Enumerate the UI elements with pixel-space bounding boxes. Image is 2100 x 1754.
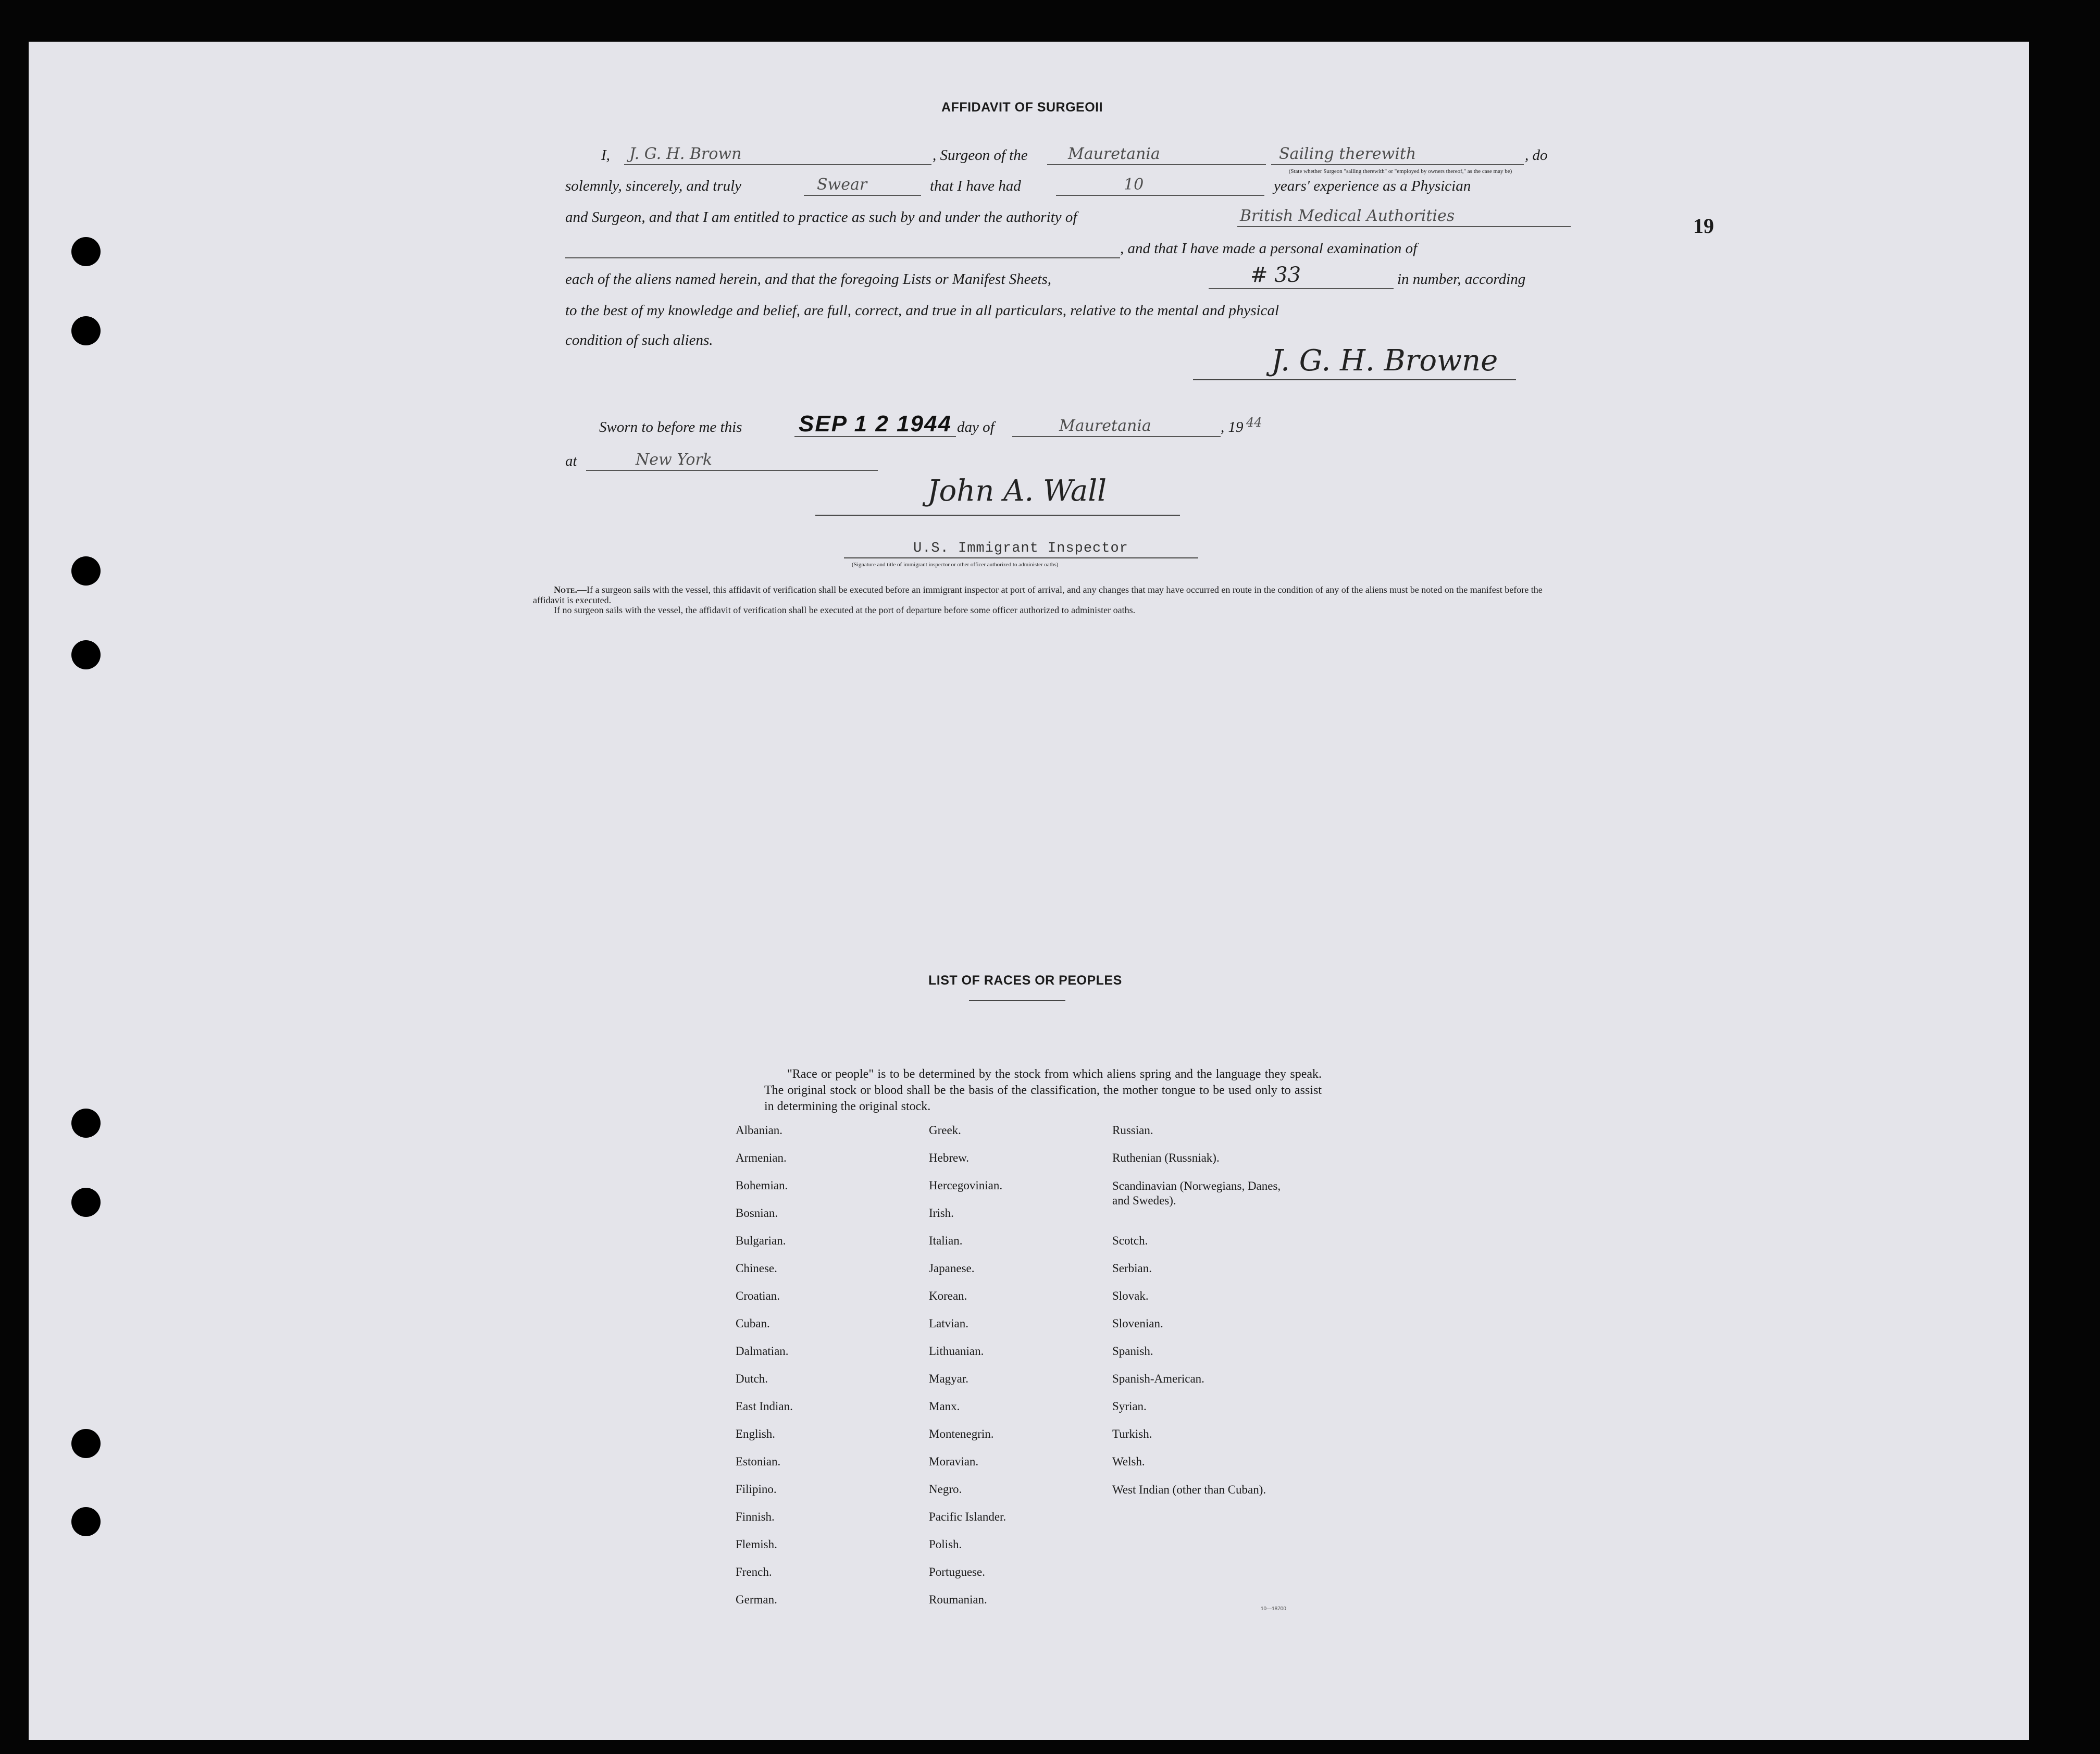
races-intro: "Race or people" is to be determined by the stock from which aliens spring and the language they speak. The original stock or blood shall be the basis of the classification, the mother tongue to be used only to assist in determining the original stock. [764,1067,1322,1113]
race-item: Irish. [929,1206,954,1220]
employment-note: (State whether Surgeon "sailing therewith" or "employed by owners thereof," as the case may be) [1288,168,1512,175]
race-item: Dutch. [736,1372,768,1385]
punch-hole [71,556,101,586]
surgeon-signature: J. G. H. Browne [1271,344,1498,378]
page-number: 19 [1693,214,1714,238]
race-item: Welsh. [1112,1455,1145,1468]
race-item: Armenian. [736,1151,787,1164]
race-item: East Indian. [736,1400,793,1413]
sworn-place-handwriting: New York [636,451,712,469]
note-label: Note. [554,584,577,595]
punch-hole [71,640,101,669]
race-item: Hebrew. [929,1151,970,1164]
race-item: Italian. [929,1234,963,1247]
races-title-rule [969,1000,1065,1001]
race-item: Serbian. [1112,1262,1152,1275]
affidavit-line-1: I, J. G. H. Brown , Surgeon of the Mauretania Sailing therewith , do [565,137,1550,167]
vessel-handwriting: Mauretania [1068,145,1160,163]
inspector-signature-line [815,515,1180,516]
authority-continued-field [565,235,1120,258]
years-handwriting: 10 [1124,176,1144,194]
race-item: Pacific Islander. [929,1510,1006,1523]
race-item: Magyar. [929,1372,969,1385]
sworn-place-field [586,448,878,471]
punch-hole [71,1109,101,1138]
oath-verb-handwriting: Swear [817,176,867,194]
vessel-field [1047,142,1266,165]
race-item: Lithuanian. [929,1345,984,1358]
race-item: Syrian. [1112,1400,1147,1413]
race-item: Slovak. [1112,1289,1149,1302]
race-item: Filipino. [736,1483,777,1496]
race-item: Latvian. [929,1317,968,1330]
manifest-page [29,42,2029,1740]
race-item: Croatian. [736,1289,780,1302]
inspector-signature-caption: (Signature and title of immigrant inspector or other officer authorized to administer oaths) [852,562,1059,568]
sheets-field [1209,263,1394,289]
race-item: Flemish. [736,1538,777,1551]
race-item: English. [736,1427,776,1440]
race-item: Turkish. [1112,1427,1152,1440]
affidavit-note [533,584,1549,605]
surgeon-signature-line [1193,379,1516,380]
race-item: Negro. [929,1483,962,1496]
note-text-2: If no surgeon sails with the vessel, the affidavit of verification shall be executed at the port of departure before some officer authorized to administer oaths. [554,605,1136,615]
authority-field [1237,204,1571,227]
race-item: Russian. [1112,1124,1153,1137]
race-item: Spanish. [1112,1345,1153,1358]
race-item: West Indian (other than Cuban). [1112,1483,1266,1496]
note-text-1: —If a surgeon sails with the vessel, this affidavit of verification shall be executed before an immigrant inspector at port of arrival, and any changes that may have occurred en route in the condition of any of the aliens must be noted on the manifest before the affidavit is executed. [533,584,1543,605]
affidavit-line-7: condition of such aliens. [565,332,713,349]
affidavit-line-3: and Surgeon, and that I am entitled to practice as such by and under the authority of British Medical Authorities [565,199,1550,229]
race-item: Slovenian. [1112,1317,1163,1330]
surgeon-name-field [624,142,931,165]
punch-hole [71,1507,101,1536]
race-item: Estonian. [736,1455,781,1468]
race-item: Ruthenian (Russniak). [1112,1151,1220,1164]
race-item: Scotch. [1112,1234,1148,1247]
affidavit-title: AFFIDAVIT OF SURGEOII [941,100,1103,115]
race-item: Portuguese. [929,1565,985,1578]
race-item: Manx. [929,1400,960,1413]
sworn-day-field [794,411,956,437]
sheets-handwriting: # 33 [1250,263,1301,287]
sworn-month-field [1012,414,1221,437]
race-item: Korean. [929,1289,967,1302]
punch-hole [71,316,101,345]
race-item: Chinese. [736,1262,777,1275]
race-item: Bosnian. [736,1206,778,1220]
race-item: Bulgarian. [736,1234,786,1247]
sworn-year-handwriting: 44 [1246,415,1262,430]
race-item: Albanian. [736,1124,783,1137]
race-item: Greek. [929,1124,961,1137]
affidavit-line-6: to the best of my knowledge and belief, are full, correct, and true in all particulars, relative to the mental and physical [565,302,1279,319]
race-item: Moravian. [929,1455,979,1468]
race-item: Polish. [929,1538,962,1551]
race-item: Dalmatian. [736,1345,789,1358]
affidavit-line-5: each of the aliens named herein, and that the foregoing Lists or Manifest Sheets, # 33 in number, according [565,261,1550,291]
race-item: German. [736,1593,777,1606]
affidavit-line-4: , and that I have made a personal examination of [565,230,1550,260]
oath-verb-field [804,173,921,196]
employment-handwriting: Sailing therewith [1279,145,1416,163]
years-field [1056,173,1264,196]
inspector-signature: John A. Wall [927,474,1107,508]
sworn-place-line: at New York [565,443,1550,473]
race-item: Montenegrin. [929,1427,994,1440]
race-item: Japanese. [929,1262,975,1275]
race-item: Hercegovinian. [929,1179,1003,1192]
surgeon-name-handwriting: J. G. H. Brown [629,145,742,163]
race-item: Scandinavian (Norwegians, Danes, and Swedes). [1112,1179,1281,1207]
races-title: LIST OF RACES OR PEOPLES [928,973,1122,988]
race-item: Finnish. [736,1510,775,1523]
date-stamp: SEP 1 2 1944 [799,411,952,437]
race-item: Cuban. [736,1317,770,1330]
affidavit-line-2: solemnly, sincerely, and truly Swear that I have had 10 years' experience as a Physician [565,168,1550,198]
authority-handwriting: British Medical Authorities [1240,207,1455,225]
punch-hole [71,1188,101,1217]
sworn-month-handwriting: Mauretania [1059,417,1151,435]
form-number: 10—18700 [1261,1606,1286,1612]
race-item: Bohemian. [736,1179,788,1192]
inspector-title-line [844,557,1198,558]
inspector-title: U.S. Immigrant Inspector [913,541,1128,556]
punch-hole [71,1429,101,1458]
race-item: French. [736,1565,772,1578]
sworn-line: Sworn to before me this SEP 1 2 1944 day of Mauretania , 19 44 [599,411,1262,437]
employment-field [1271,142,1524,165]
race-item: Roumanian. [929,1593,987,1606]
race-item: Spanish-American. [1112,1372,1204,1385]
punch-hole [71,237,101,266]
